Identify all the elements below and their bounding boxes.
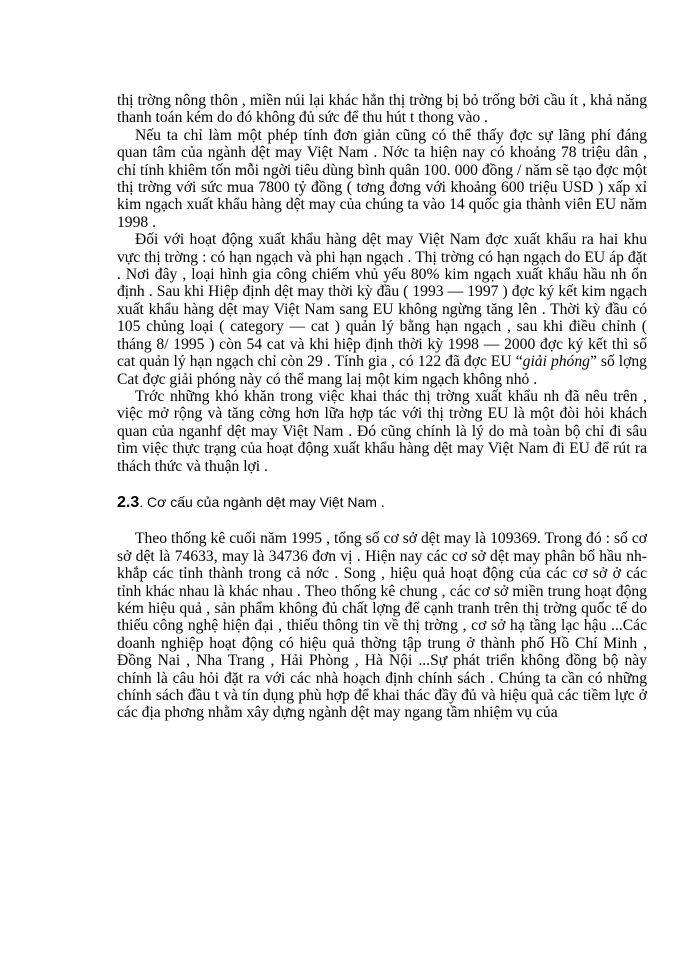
paragraph-rural-market: thị trờng nông thôn , miền núi lại khác hẳn thị trờng bị bỏ trống bởi cầu ít , khả năng thanh toán kém do đó không đủ sức để thu hút t thong vào . <box>117 92 647 127</box>
document-page <box>117 92 647 722</box>
section-number: 2.3 <box>117 493 140 511</box>
paragraph-export-markets-part1: Đối với hoạt động xuất khẩu hàng dệt may Việt Nam đợc xuất khẩu ra hai khu vực thị trờng : có hạn ngạch và phi hạn ngạch . Thị trờng có hạn ngạch do EU áp đặt . Nơi đây , loại hình gia công chiếm vhủ yếu 80% kim ngạch xuất khẩu hầu nh ổn định . Sau khi Hiệp định dệt may thời kỳ đầu ( 1993 — 1997 ) đợc ký kết kim ngạch xuất khẩu hàng dệt may Việt Nam sang EU không ngừng tăng lên . Thời kỳ đầu có 105 chủng loại ( category — cat ) quản lý bằng hạn ngạch , sau khi điều chỉnh ( tháng 8/ 1995 ) còn 54 cat và khi hiệp định thời kỳ 1998 — 2000 đợc ký kết thì số cat quản lý hạn ngạch chỉ còn 29 . Tính gia , có 122 đã đợc EU “ <box>117 231 647 371</box>
paragraph-industry-structure: Theo thống kê cuối năm 1995 , tổng số cơ sở dệt may là 109369. Trong đó : số cơ sở dệt là 74633, may là 34736 đơn vị . Hiện nay các cơ sở dệt may phân bố hầu nh khắp các tỉnh thành trong cả nớc . Song , hiệu quả hoạt động của các cơ sở ở các tỉnh khác nhau là khác nhau . Theo thống kê chung , các cơ sở miền trung hoạt động kém hiệu quả , sản phẩm không đủ chất lợng để cạnh tranh trên thị trờng quốc tế do thiếu công nghệ hiện đại , thiếu thông tin về thị trờng , cơ sở hạ tầng lạc hậu ...Các doanh nghiệp hoạt động có hiệu quả thờng tập trung ở thành phố Hồ Chí Minh , Đồng Nai , Nha Trang , Hải Phòng , Hà Nội ...Sự phát triển không đồng bộ này chính là câu hỏi đặt ra với các nhà hoạch định chính sách . Chúng ta cần có những chính sách đầu t và tín dụng phù hợp để khai thác đầy đủ và hiệu quả các tiềm lực ở các địa phơng nhằm xây dựng ngành dệt may ngang tầm nhiệm vụ của <box>117 530 647 722</box>
paragraph-domestic-waste: Nếu ta chỉ làm một phép tính đơn giản cũng có thể thấy đợc sự lãng phí đáng quan tâm của ngành dệt may Việt Nam . Nớc ta hiện nay có khoảng 78 triệu dân , chỉ tính khiêm tốn mỗi ngời tiêu dùng bình quân 100. 000 đồng / năm sẽ tạo đợc một thị trờng với sức mua 7800 tỷ đồng ( tơng đơng với khoảng 600 triệu USD ) xấp xỉ kim ngạch xuất khẩu hàng dệt may của chúng ta vào 14 quốc gia thành viên EU năm 1998 . <box>117 126 647 231</box>
section-heading <box>117 494 647 511</box>
section-title: . Cơ cấu của ngành dệt may Việt Nam . <box>139 493 385 510</box>
paragraph-export-markets-part2: ” số lợng Cat đợc giải phóng này có thể mang laị một kim ngạch không nhỏ . <box>117 353 647 388</box>
paragraph-eu-cooperation: Trớc những khó khăn trong việc khai thác thị trờng xuất khẩu nh đã nêu trên , việc mở rộng và tăng cờng hơn lữa hợp tác với thị trờng EU là một đòi hỏi khách quan của nganhf dệt may Việt Nam . Đó cũng chính là lý do mà toàn bộ chỉ đi sâu tìm việc thực trạng của hoạt động xuất khẩu hàng dệt may Việt Nam đi EU để rút ra thách thức và thuận lợi . <box>117 387 647 475</box>
paragraph-export-markets <box>117 231 647 388</box>
paragraph-export-markets-emphasis: giải phóng <box>522 353 590 371</box>
